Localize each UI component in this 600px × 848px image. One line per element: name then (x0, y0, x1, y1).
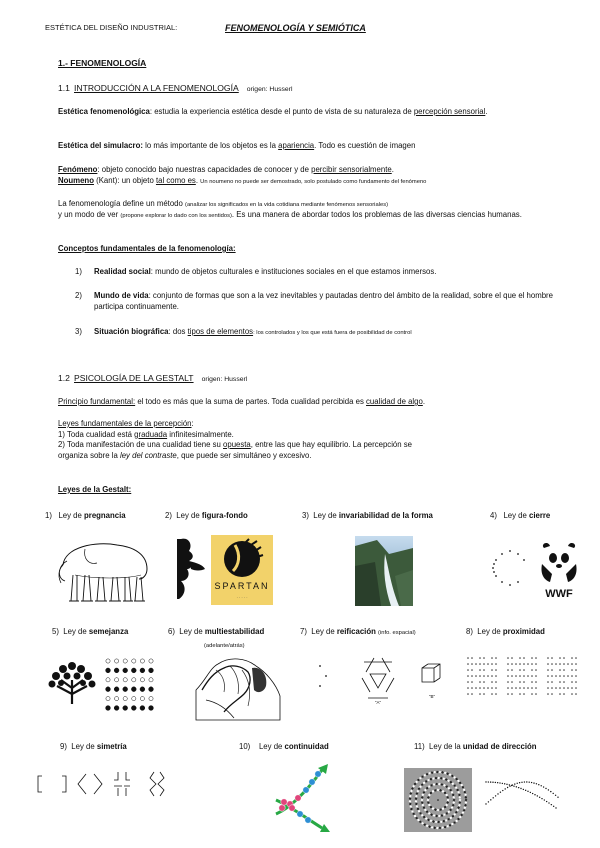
law-label-multiestabilidad: 6) Ley de multiestabilidad (168, 627, 265, 636)
concepts-title: Conceptos fundamentales de la fenomenología: (58, 244, 236, 253)
law-label-invariabilidad: 3) Ley de invariabilidad de la forma (302, 511, 433, 520)
subsection-origin: origen: Husserl (201, 376, 248, 383)
wwf-logo-text: WWF (545, 588, 573, 600)
law-label-continuidad: 10) Ley de continuidad (239, 742, 329, 751)
closure-circle-image (490, 548, 530, 588)
law-label-cierre: 4) Ley de cierre (490, 511, 551, 520)
figure-ground-face-image (175, 535, 275, 605)
paragraph-noumeno: Noumeno (Kant): un objeto tal como es. Un noumeno no puede ser demostrado, solo postulado como fundamento del fenómeno (58, 176, 427, 185)
paragraph-principio: Principio fundamental: el todo es más que la suma de partes. Toda cualidad percibida es cualidad de algo. (58, 397, 425, 406)
reification-label-b: "B" (428, 694, 436, 699)
subsection-number: 1.2 (58, 373, 70, 383)
similarity-dots-grid (104, 657, 156, 713)
subsection-number: 1.1 (58, 83, 70, 93)
section-title: 1.- FENOMENOLOGÍA (58, 58, 147, 68)
waterfall-photo (355, 536, 413, 606)
subsection-1-2 (58, 373, 247, 385)
law-label-unidad-direccion: 11) Ley de la unidad de dirección (414, 742, 537, 751)
concept-item: 3) Situación biográfica: dos tipos de elementos: los controlados y los que está fuera de posibilidad de control (75, 327, 412, 336)
subsection-title: INTRODUCCIÓN A LA FENOMENOLOGÍA (74, 83, 239, 93)
continuity-arrows-image (266, 762, 346, 834)
paragraph-fenomeno: Fenómeno: objeto conocido bajo nuestras capacidades de conocer y de percibir sensorialmente. (58, 165, 394, 174)
gestalt-laws-title: Leyes de la Gestalt: (58, 485, 132, 494)
law-label-semejanza: 5) Ley de semejanza (52, 627, 129, 636)
spartan-logo-subtext: · · · · · (236, 595, 248, 600)
concept-item: 1) Realidad social: mundo de objetos culturales e instituciones sociales en el que estamos inmersos. (75, 267, 437, 276)
subsection-origin: origen: Husserl (246, 86, 293, 93)
reification-shapes-image (316, 654, 456, 704)
subsection-1-1 (58, 83, 292, 95)
paragraph-estetica-simulacro: Estética del simulacro: lo más importante de los objetos es la apariencia. Todo es cuestión de imagen (58, 141, 416, 150)
reification-label-a: "A" (374, 700, 382, 705)
law-label-pregnancia: 1) Ley de pregnancia (45, 511, 126, 520)
law-label-simetria: 9) Ley de simetría (60, 742, 127, 751)
symmetry-brackets-image (36, 770, 166, 800)
wwf-panda-logo (538, 540, 580, 602)
elephant-illusion-image (55, 535, 155, 607)
proximity-dots-image (466, 655, 582, 701)
header-course: ESTÉTICA DEL DISEÑO INDUSTRIAL: (45, 23, 178, 32)
similarity-tree-image (47, 660, 97, 704)
multistability-sketch-image (196, 650, 281, 720)
header-topic: FENOMENOLOGÍA Y SEMIÓTICA (225, 23, 366, 33)
law-label-reificacion: 7) Ley de reificación (info. espacial) (300, 627, 416, 636)
direction-unity-curves-image (482, 776, 562, 816)
law-label-proximidad: 8) Ley de proximidad (466, 627, 545, 636)
paragraph-estetica-fenomenologica: Estética fenomenológica: estudia la experiencia estética desde el punto de vista de su naturaleza de percepción sensorial. (58, 107, 488, 116)
law-label-figura-fondo: 2) Ley de figura-fondo (165, 511, 248, 520)
paragraph-metodo: La fenomenología define un método (analizar los significados en la vida cotidiana mediante fenómenos sensoriales) y un modo de ver (propone explorar lo dado con los sentidos). Es una manera de abordar todos los problemas de las diversas ciencias humanas. (58, 199, 522, 219)
spartan-logo-text: SPARTAN (214, 581, 270, 591)
concept-item: 2) Mundo de vida: conjunto de formas que son a la vez inevitables y pautadas dentro del ámbito de la realidad, sobre el que el hombre participa continuamente. (75, 291, 553, 311)
perception-laws: Leyes fundamentales de la percepción: 1) Toda cualidad está graduada infinitesimalmente. 2) Toda manifestación de una cualidad tiene su opuesta, entre las que hay equilibrio. La percepción se organiza sobre la ley del contraste, que puede ser simultáneo y excesivo. (58, 419, 413, 460)
direction-unity-illusion-image (404, 768, 472, 832)
subsection-title: PSICOLOGÍA DE LA GESTALT (74, 373, 194, 383)
law-sublabel-multiestabilidad: (adelante/atrás) (204, 643, 245, 649)
